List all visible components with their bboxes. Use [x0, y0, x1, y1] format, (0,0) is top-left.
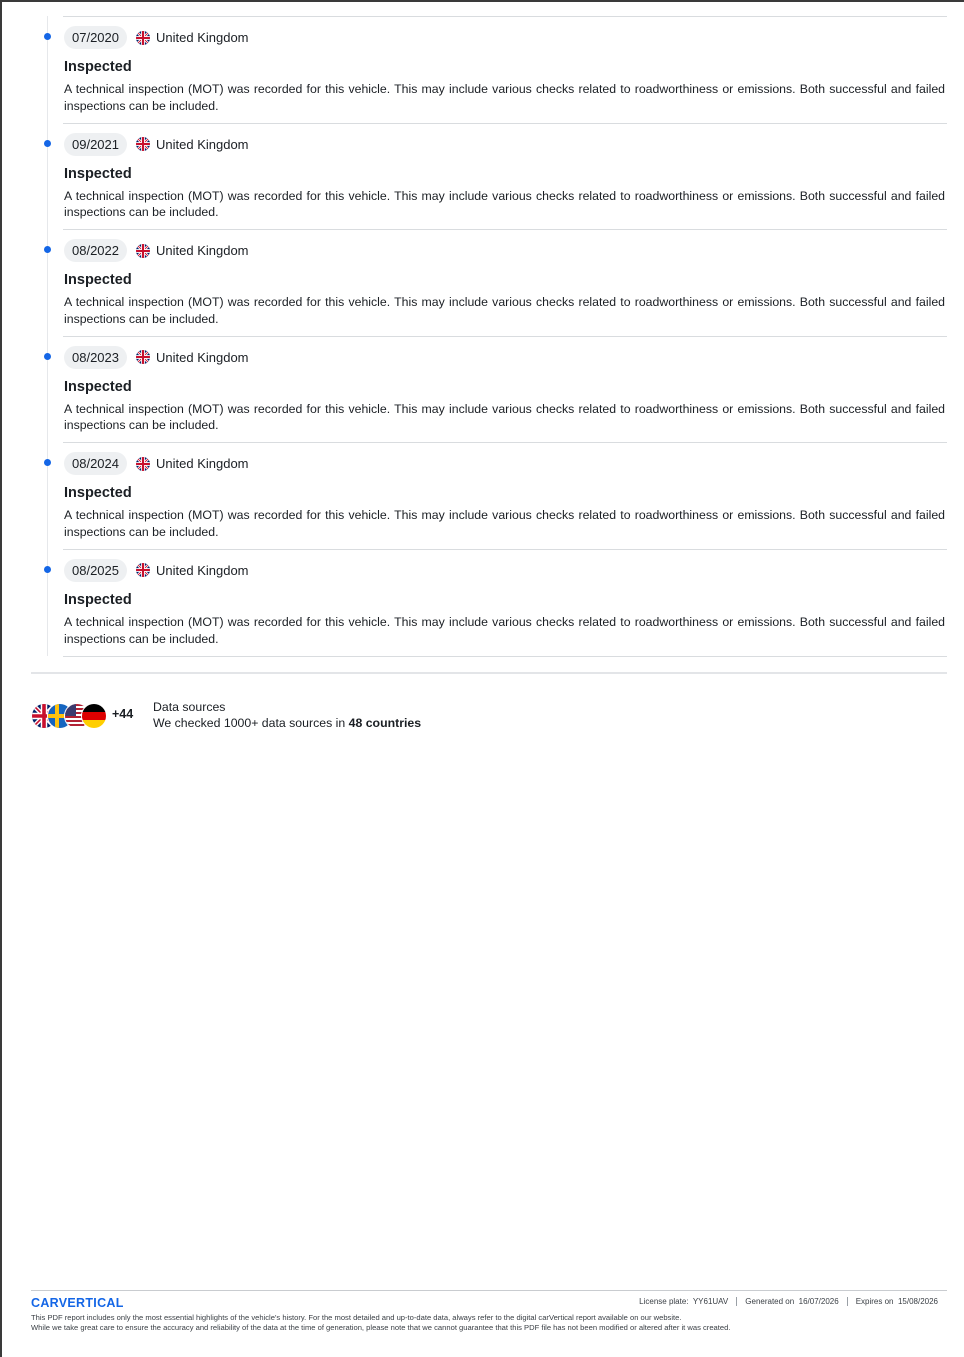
event-divider	[63, 656, 947, 657]
event-title: Inspected	[64, 59, 132, 75]
timeline-event	[31, 16, 947, 123]
generated-label: Generated on	[745, 1297, 795, 1306]
event-country: United Kingdom	[156, 562, 249, 578]
uk-flag-icon	[136, 31, 150, 45]
sources-text-prefix: We checked 1000+ data sources in	[153, 716, 349, 730]
event-country: United Kingdom	[156, 243, 249, 259]
license-plate	[631, 1297, 736, 1306]
uk-flag-icon	[136, 457, 150, 471]
event-title: Inspected	[64, 165, 132, 182]
event-date: 08/2024	[64, 452, 127, 475]
uk-flag-icon	[136, 244, 150, 258]
event-title: Inspected	[64, 378, 132, 395]
timeline-dot	[44, 566, 51, 573]
event-title: Inspected	[64, 272, 132, 289]
event-description: A technical inspection (MOT) was recorded for this vehicle. This may include various checks related to roadworthiness or emissions. Both successful and failed inspections can be included.	[64, 614, 945, 646]
event-header	[64, 133, 249, 156]
event-description: A technical inspection (MOT) was recorded for this vehicle. This may include various checks related to roadworthiness or emissions. Both successful and failed inspections can be included.	[64, 401, 945, 433]
event-date: 08/2025	[64, 559, 127, 582]
sources-title: Data sources	[153, 700, 226, 714]
event-header	[64, 559, 249, 582]
timeline-dot	[44, 33, 51, 40]
event-date: 09/2021	[64, 133, 127, 156]
license-plate-label: License plate:	[639, 1297, 689, 1306]
page-frame-left	[0, 0, 2, 1357]
event-description: A technical inspection (MOT) was recorded for this vehicle. This may include various checks related to roadworthiness or emissions. Both successful and failed inspections can be included.	[64, 82, 945, 113]
sources-text	[153, 716, 421, 730]
data-sources	[31, 700, 531, 734]
history-timeline	[31, 16, 947, 656]
timeline-event	[31, 123, 947, 230]
timeline-event	[31, 549, 947, 656]
expiry-date	[847, 1297, 946, 1306]
event-header	[64, 452, 249, 475]
sources-countries: 48 countries	[348, 716, 422, 730]
event-divider	[63, 123, 947, 124]
event-title: Inspected	[64, 485, 132, 502]
event-country: United Kingdom	[156, 136, 249, 152]
event-country: United Kingdom	[156, 349, 249, 365]
footer-divider	[31, 1290, 947, 1291]
germany-flag-icon	[81, 703, 107, 729]
event-header	[64, 346, 249, 369]
event-header	[64, 26, 249, 49]
disclaimer-line: While we take great care to ensure the accuracy and reliability of the data at the time of generation, please note that we cannot guarantee that this PDF file has not been modified or altered after it was created.	[31, 1323, 731, 1332]
sources-divider	[31, 672, 947, 674]
timeline-dot	[44, 353, 51, 360]
event-divider	[63, 442, 947, 443]
uk-flag-icon	[136, 137, 150, 151]
timeline-dot	[44, 140, 51, 147]
timeline-dot	[44, 246, 51, 253]
event-description: A technical inspection (MOT) was recorded for this vehicle. This may include various checks related to roadworthiness or emissions. Both successful and failed inspections can be included.	[64, 295, 945, 326]
timeline-dot	[44, 459, 51, 466]
uk-flag-icon	[136, 563, 150, 577]
timeline-event	[31, 336, 947, 443]
timeline-event	[31, 229, 947, 336]
event-divider	[63, 549, 947, 550]
generated-date	[736, 1297, 846, 1306]
event-description: A technical inspection (MOT) was recorded for this vehicle. This may include various checks related to roadworthiness or emissions. Both successful and failed inspections can be included.	[64, 188, 945, 220]
event-title: Inspected	[64, 591, 132, 608]
event-divider	[63, 336, 947, 337]
page-frame-top	[0, 0, 964, 2]
uk-flag-icon	[136, 350, 150, 364]
generated-value: 16/07/2026	[798, 1297, 839, 1306]
disclaimer	[31, 1313, 730, 1333]
event-date: 08/2022	[64, 239, 127, 262]
disclaimer-line: This PDF report includes only the most essential highlights of the vehicle's history. For the most detailed and up-to-date data, always refer to the digital carVertical report available on our website.	[31, 1313, 682, 1322]
event-divider	[63, 16, 947, 17]
license-plate-value: YY61UAV	[692, 1297, 729, 1306]
carvertical-logo: CARVERTICAL	[31, 1296, 124, 1310]
timeline-event	[31, 442, 947, 549]
more-countries-count: +44	[112, 707, 134, 721]
event-divider	[63, 229, 947, 230]
expires-label: Expires on	[855, 1297, 894, 1306]
event-country: United Kingdom	[156, 30, 249, 45]
event-date: 07/2020	[64, 26, 127, 49]
expires-value: 15/08/2026	[897, 1297, 938, 1306]
event-date: 08/2023	[64, 346, 127, 369]
event-description: A technical inspection (MOT) was recorded for this vehicle. This may include various checks related to roadworthiness or emissions. Both successful and failed inspections can be included.	[64, 508, 945, 539]
event-country: United Kingdom	[156, 456, 249, 472]
report-meta	[631, 1297, 946, 1306]
event-header	[64, 239, 249, 262]
